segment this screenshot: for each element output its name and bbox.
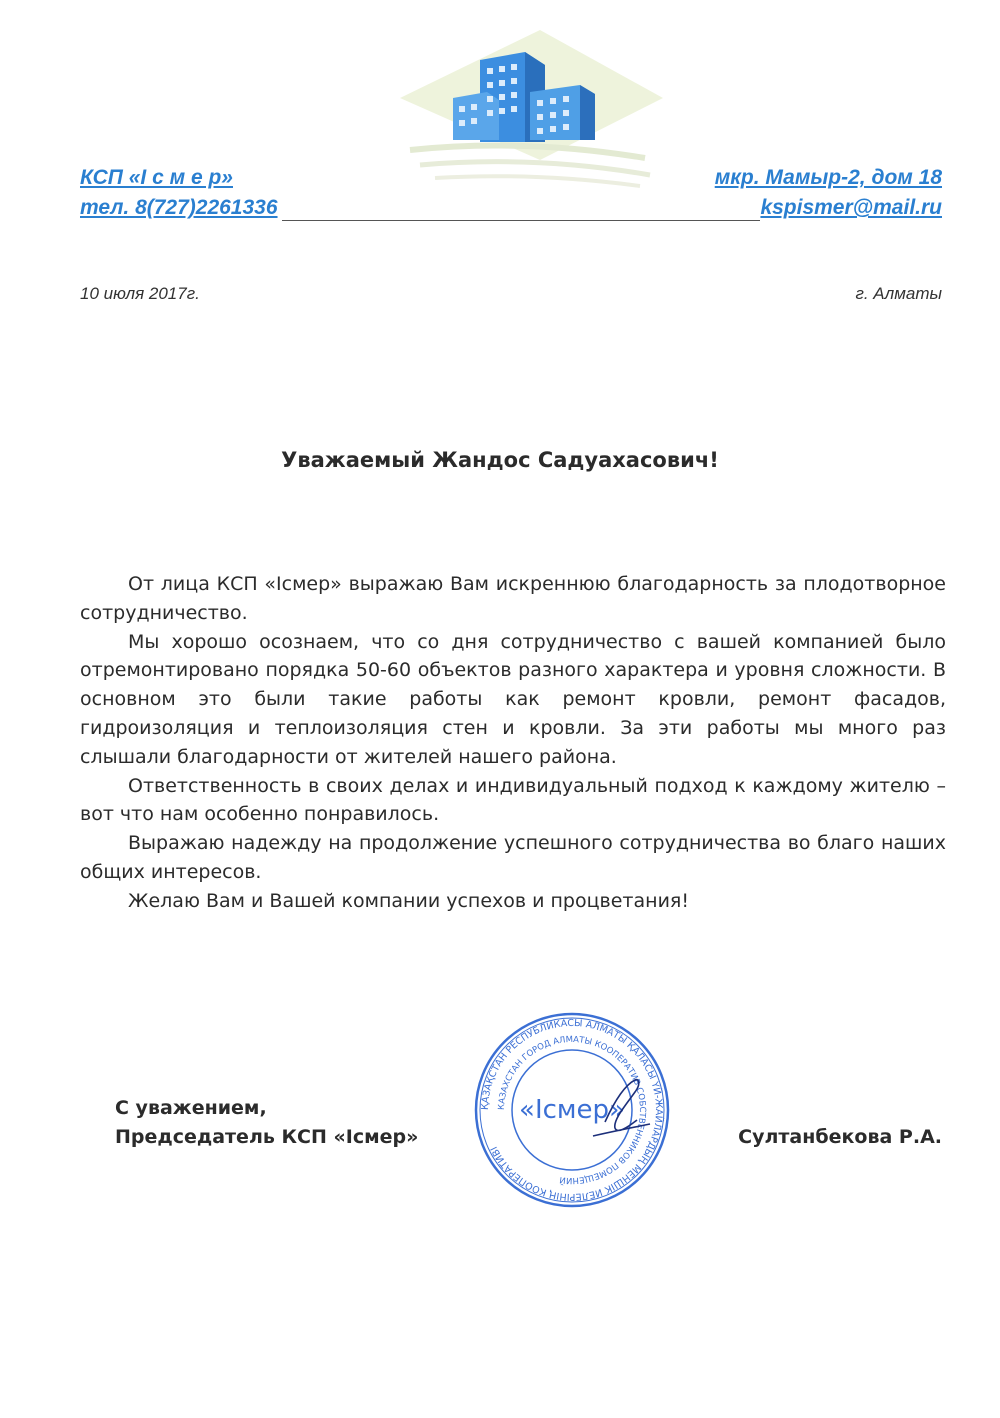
stamp-inner-text: КАЗАХСТАН ГОРОД АЛМАТЫ КООПЕРАТИВ СОБСТВЕННИКОВ ПОМЕЩЕНИЙ — [496, 1034, 648, 1186]
salutation: Уважаемый Жандос Садуахасович! — [281, 448, 719, 472]
letter-body — [80, 570, 946, 916]
letter-city: г. Алматы — [855, 284, 942, 303]
letter-date: 10 июля 2017г. — [80, 284, 200, 303]
stamp-center-text: «Ісмер» — [519, 1095, 625, 1125]
paragraph-1: От лица КСП «Ісмер» выражаю Вам искреннюю благодарность за плодотворное сотрудничество. — [80, 573, 946, 624]
official-stamp — [465, 1010, 680, 1210]
closing: С уважением, — [115, 1097, 267, 1119]
signer-name: Султанбекова Р.А. — [738, 1126, 942, 1148]
phone-number: тел. 8(727)2261336 — [80, 196, 278, 219]
signer-position: Председатель КСП «Ісмер» — [115, 1126, 419, 1148]
email-address: kspismer@mail.ru — [760, 196, 942, 219]
paragraph-2: Мы хорошо осознаем, что со дня сотрудничество с вашей компанией было отремонтировано порядка 50-60 объектов разного характера и уровня сложности. В основном это были такие работы как ремонт кровли, ремонт фасадов, гидроизоляция и теплоизоляция стен и кровли. За эти работы мы много раз слышали благодарности от жителей нашего района. — [80, 630, 946, 768]
letterhead-divider — [282, 220, 760, 221]
signature-block — [115, 1094, 418, 1152]
address: мкр. Мамыр-2, дом 18 — [714, 166, 942, 189]
buildings-logo — [395, 30, 670, 190]
paragraph-5: Желаю Вам и Вашей компании успехов и процветания! — [128, 889, 689, 912]
org-name: КСП «І с м е р» — [80, 166, 233, 189]
paragraph-4: Выражаю надежду на продолжение успешного сотрудничества во благо наших общих интересов. — [80, 832, 946, 883]
stamp-outer-text: ҚАЗАҚСТАН РЕСПУБЛИКАСЫ АЛМАТЫ ҚАЛАСЫ ҮЙ-ЖАЙЛАРДЫҢ МЕНШІК ИЕЛЕРІНІҢ КООПЕРАТИВІ — [479, 1017, 665, 1203]
paragraph-3: Ответственность в своих делах и индивидуальный подход к каждому жителю – вот что нам особенно понравилось. — [80, 774, 946, 826]
